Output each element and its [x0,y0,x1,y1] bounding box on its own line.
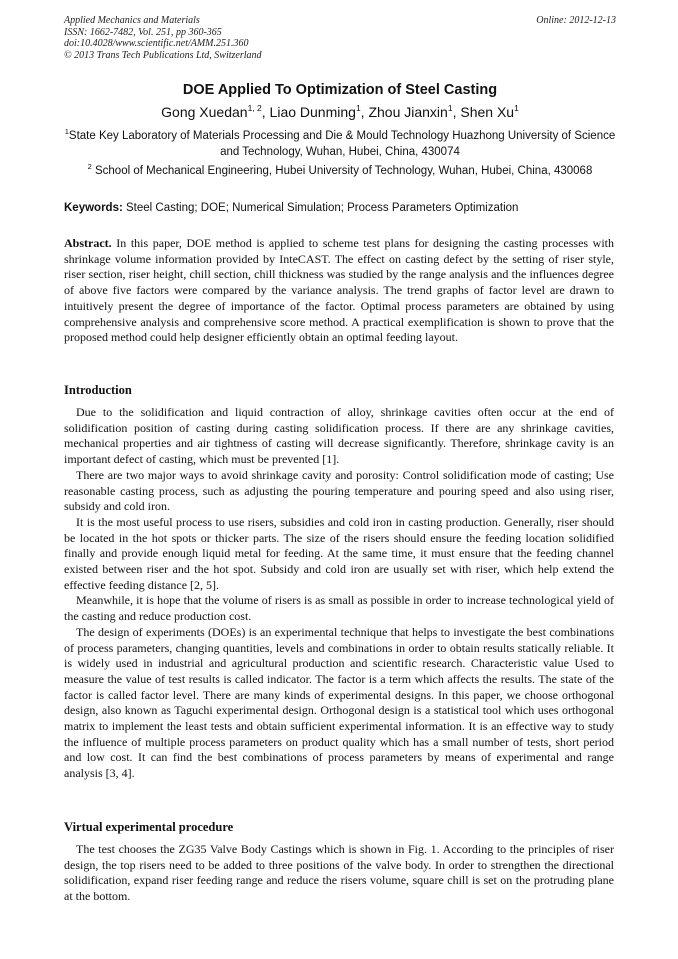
keywords-label: Keywords: [64,202,123,214]
doi-line: doi:10.4028/www.scientific.net/AMM.251.360 [64,38,249,49]
keywords-line [64,201,616,216]
affiliation-2: $^2$ School of Mechanical Engineering, Hubei University of Technology, Wuhan, Hubei, China, 430068 [87,162,593,177]
paragraph: It is the most useful process to use risers, subsidies and cold iron in casting production. Generally, riser should be located in the hot spots or thicker parts. The size of the risers should ensure the feeding location solidified finally and provide enough liquid metal for feeding. At the same time, it must ensure that the feeding channel existed between riser and the hot spot. Subsidy and cold iron are usually set with riser, which help extend the effective feeding distance [2, 5]. [64,514,614,592]
issn-line: ISSN: 1662-7482, Vol. 251, pp 360-365 [64,26,222,38]
copyright-line: © 2013 Trans Tech Publications Ltd, Switzerland [64,49,262,61]
paragraph: Meanwhile, it is hope that the volume of risers is as small as possible in order to increase technological yield of the casting and reduce production cost. [64,593,614,624]
paragraph: The test chooses the ZG35 Valve Body Castings which is shown in Fig. 1. According to the principles of riser design, the top risers need to be added to three positions of the valve body. In order to strengthen the directional solidification, expand riser feeding range and reduce the risers volume, square chill is set on the protruding plane at the bottom. [64,842,614,904]
author-list [64,102,616,122]
author: Liao Dunming$^1$, [269,103,369,120]
virtual-body [64,842,614,905]
journal-name: Applied Mechanics and Materials [64,15,200,26]
introduction-body [64,405,614,782]
affiliation-1: $^1$State Key Laboratory of Materials Processing and Die & Mould Technology Huazhong University of Science and Technology, Wuhan, Hubei, China, 430074 [64,127,616,158]
section-heading-introduction: Introduction [64,383,132,397]
paragraph: Due to the solidification and liquid contraction of alloy, shrinkage cavities often occur at the end of solidification position of casting during casting solidification process. If there are any shrinkage cavities, mechanical properties and air tightness of casting will decrease significantly. Therefore, shrinkage cavity is an important defect of casting, which must be prevented [1]. [64,405,614,467]
abstract-paragraph [64,236,614,346]
online-date: Online: 2012-12-13 [536,15,616,26]
author: Zhou Jianxin$^1$, [368,103,461,120]
paper-title: DOE Applied To Optimization of Steel Casting [182,82,498,98]
author: Shen Xu$^1$ [460,103,519,120]
paragraph: The design of experiments (DOEs) is an experimental technique that helps to investigate the best combinations of process parameters, changing quantities, levels and combinations in order to obtain results statically reliable. It is widely used in industrial and agricultural production and scientific research. Characteristic value Used to measure the value of test results is called indicator. The factor is a term which affects the results. The state of the factor is called factor level. There are many kinds of experimental designs. In this paper, we choose orthogonal design, also known as Taguchi experimental design. Orthogonal design is a statistical tool which uses orthogonal matrix to implement the least tests and obtain sufficient experimental information. It is an effective way to study the influence of multiple process parameters on product quality which has a small number of tests, short period and low cost. It can find the best combinations of process parameters by means of experimental and range analysis [3, 4]. [64,624,614,781]
abstract-text: In this paper, DOE method is applied to scheme test plans for designing the casting processes with shrinkage volume information provided by InteCAST. The effect on casting defect by the setting of riser style, riser section, riser height, chill section, chill thickness was studied by the range analysis and the influences degree of above five factors were compared by the variance analysis. The trend graphs of factor level are drawn to intuitively present the degree of importance of the factor. Optimal process parameters are obtained by using comprehensive analysis and comprehensive score method. A practical exemplification is shown to prove that the proposed method could help designer efficiently obtain an optimal feeding layout. [64,236,614,345]
author: Gong Xuedan$^{1, 2}$, [161,103,270,120]
section-heading-virtual: Virtual experimental procedure [64,820,234,834]
abstract-label: Abstract. [64,236,112,250]
journal-header [64,15,616,61]
keywords-text: Steel Casting; DOE; Numerical Simulation; Process Parameters Optimization [122,202,519,214]
paragraph: There are two major ways to avoid shrinkage cavity and porosity: Control solidification mode of casting; Use reasonable casting process, such as adjusting the pouring temperature and pouring speed and also using riser, subsidy and cold iron. [64,467,614,514]
